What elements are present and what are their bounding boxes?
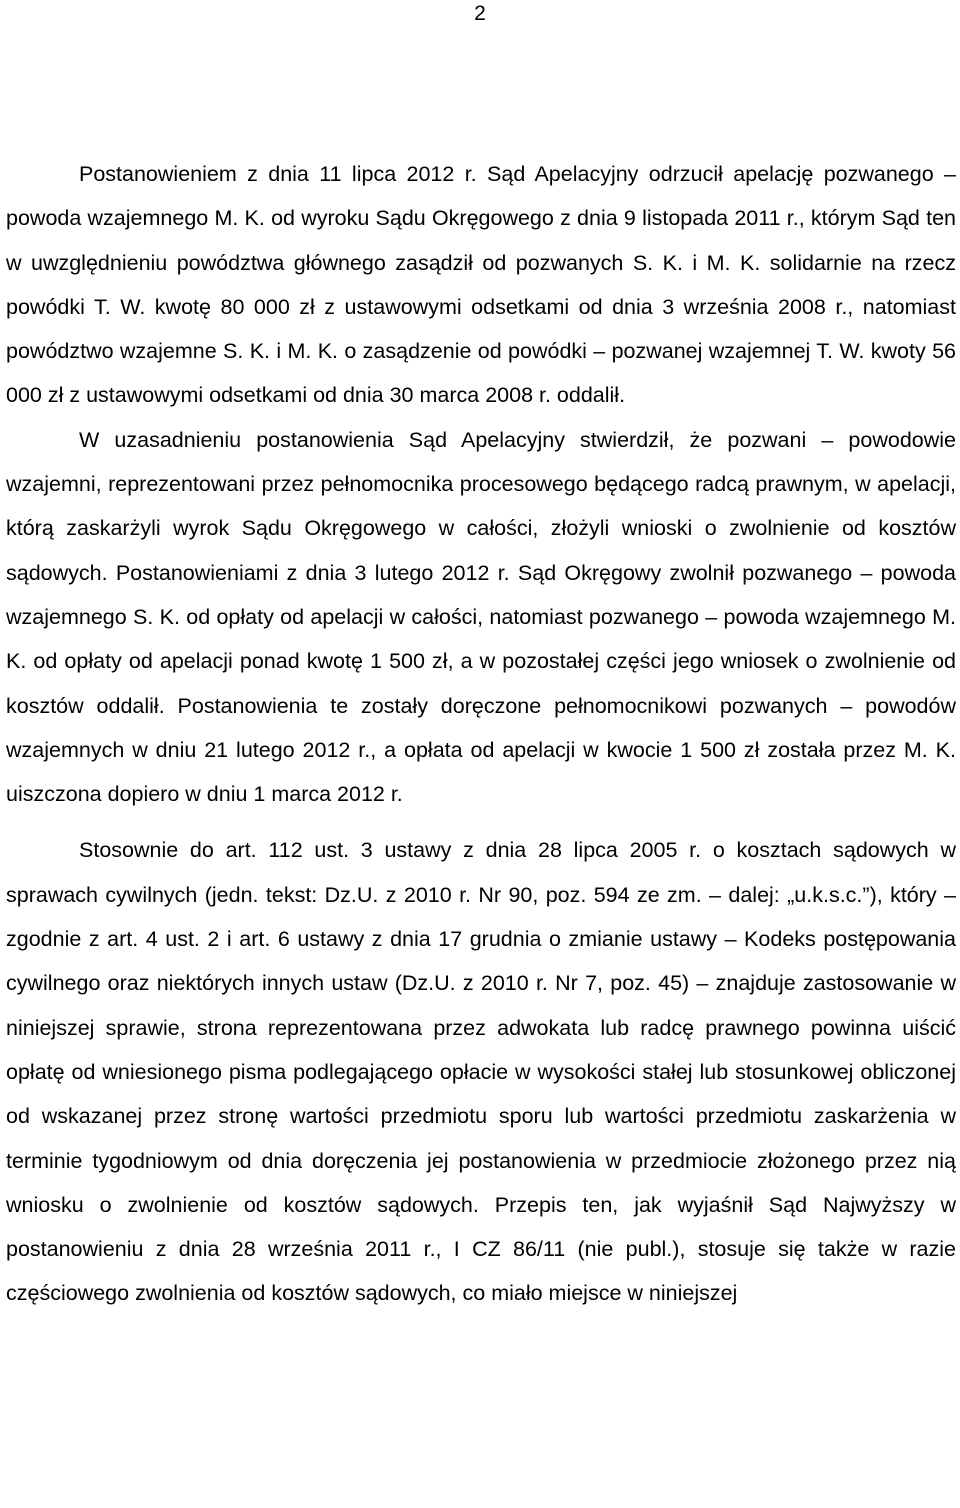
document-body <box>6 152 956 1316</box>
paragraph-justification: W uzasadnieniu postanowienia Sąd Apelacyjny stwierdził, że pozwani – powodowie wzajemni, reprezentowani przez pełnomocnika procesowego będącego radcą prawnym, w apelacji, którą zaskarżyli wyrok Sądu Okręgowego w całości, złożyli wnioski o zwolnienie od kosztów sądowych. Postanowieniami z dnia 3 lutego 2012 r. Sąd Okręgowy zwolnił pozwanego – powoda wzajemnego S. K. od opłaty od apelacji w całości, natomiast pozwanego – powoda wzajemnego M. K. od opłaty od apelacji ponad kwotę 1 500 zł, a w pozostałej części jego wniosek o zwolnienie od kosztów oddalił. Postanowienia te zostały doręczone pełnomocnikowi pozwanych – powodów wzajemnych w dniu 21 lutego 2012 r., a opłata od apelacji w kwocie 1 500 zł została przez M. K. uiszczona dopiero w dniu 1 marca 2012 r. <box>6 427 956 807</box>
paragraph-legal-basis: Stosownie do art. 112 ust. 3 ustawy z dnia 28 lipca 2005 r. o kosztach sądowych w sprawach cywilnych (jedn. tekst: Dz.U. z 2010 r. Nr 90, poz. 594 ze zm. – dalej: „u.k.s.c.”), który – zgodnie z art. 4 ust. 2 i art. 6 ustawy z dnia 17 grudnia o zmianie ustawy – Kodeks postępowania cywilnego oraz niektórych innych ustaw (Dz.U. z 2010 r. Nr 7, poz. 45) – znajduje zastosowanie w niniejszej sprawie, strona reprezentowana przez adwokata lub radcę prawnego powinna uiścić opłatę od wniesionego pisma podlegającego opłacie w wysokości stałej lub stosunkowej obliczonej od wskazanej przez stronę wartości przedmiotu sporu lub wartości przedmiotu zaskarżenia w terminie tygodniowym od dnia doręczenia jej postanowienia w przedmiocie złożonego przez nią wniosku o zwolnienie od kosztów sądowych. Przepis ten, jak wyjaśnił Sąd Najwyższy w postanowieniu z dnia 28 września 2011 r., I CZ 86/11 (nie publ.), stosuje się także w razie częściowego zwolnienia od kosztów sądowych, co miało miejsce w niniejszej <box>6 838 956 1306</box>
paragraph-appeal-dismissal: Postanowieniem z dnia 11 lipca 2012 r. Sąd Apelacyjny odrzucił apelację pozwanego – powoda wzajemnego M. K. od wyroku Sądu Okręgowego z dnia 9 listopada 2011 r., którym Sąd ten w uwzględnieniu powództwa głównego zasądził od pozwanych S. K. i M. K. solidarnie na rzecz powódki T. W. kwotę 80 000 zł z ustawowymi odsetkami od dnia 3 września 2008 r., natomiast powództwo wzajemne S. K. i M. K. o zasądzenie od powódki – pozwanej wzajemnej T. W. kwoty 56 000 zł z ustawowymi odsetkami od dnia 30 marca 2008 r. oddalił. <box>6 162 956 408</box>
page-number: 2 <box>474 2 486 25</box>
